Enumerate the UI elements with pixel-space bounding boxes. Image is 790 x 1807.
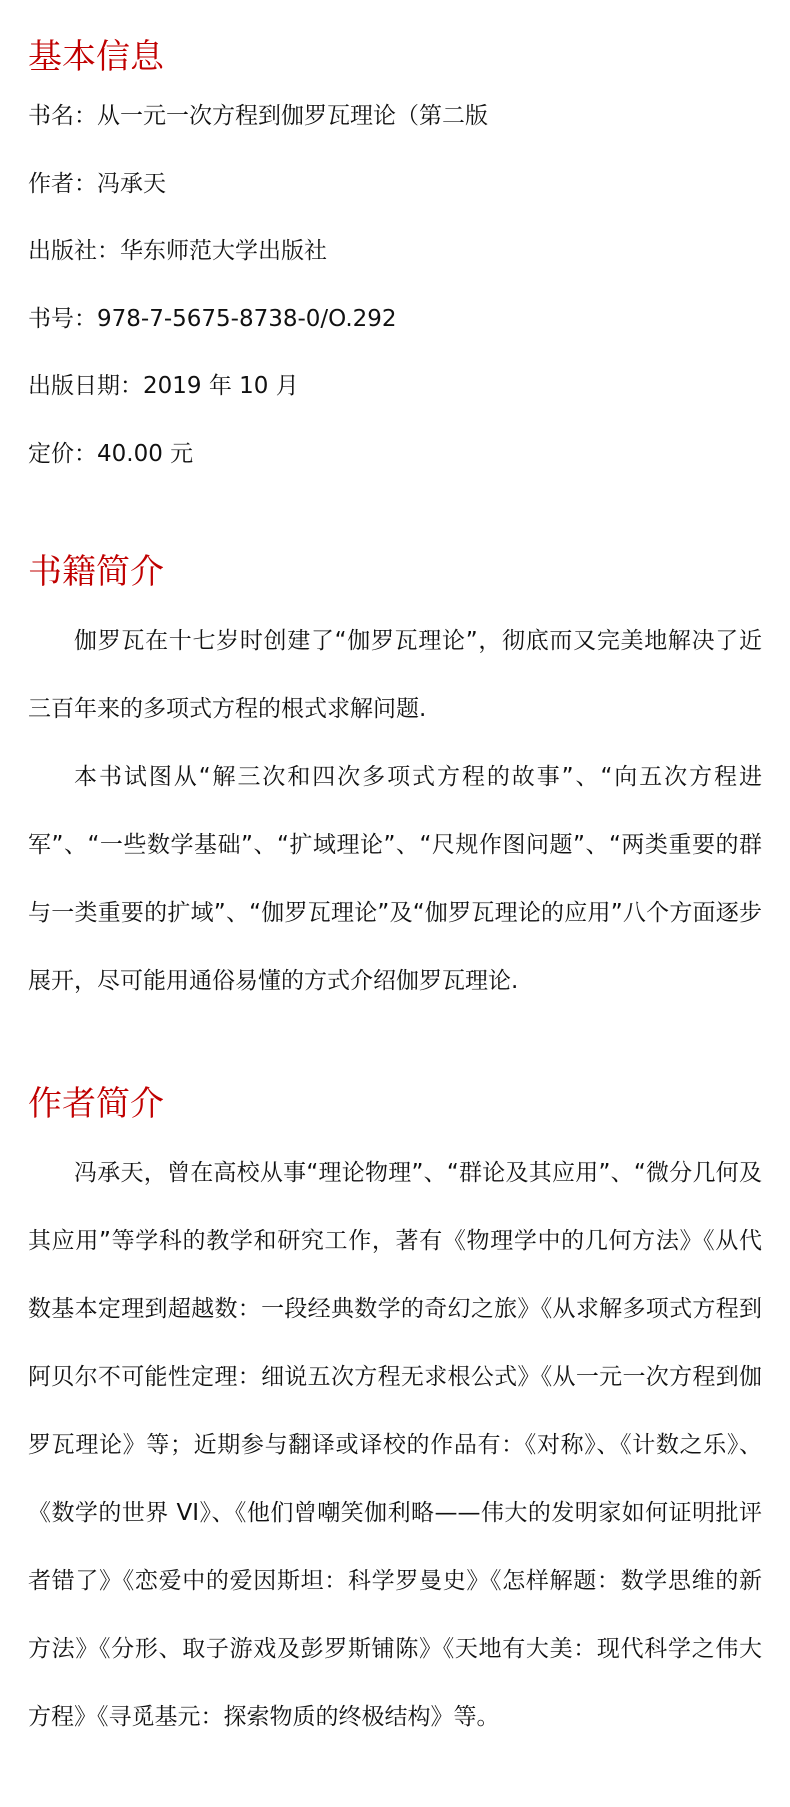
book-intro-paragraph: 伽罗瓦在十七岁时创建了“伽罗瓦理论”，彻底而又完美地解决了近三百年来的多项式方程的根式求解问题. xyxy=(28,627,762,722)
info-item-date: 出版日期：2019 年 10 月 xyxy=(28,373,299,399)
info-item-author: 作者：冯承天 xyxy=(28,170,166,197)
info-item-title: 书名：从一元一次方程到伽罗瓦理论（第二版 xyxy=(28,103,488,129)
info-item-price: 定价：40.00 元 xyxy=(28,440,194,467)
book-intro-paragraph: 本书试图从“解三次和四次多项式方程的故事”、“向五次方程进军”、“一些数学基础”、“扩域理论”、“尺规作图问题”、“两类重要的群与一类重要的扩域”、“伽罗瓦理论”及“伽罗瓦理论的应用”八个方面逐步展开，尽可能用通俗易懂的方式介绍伽罗瓦理论. xyxy=(28,763,762,994)
author-intro-paragraph: 冯承天，曾在高校从事“理论物理”、“群论及其应用”、“微分几何及其应用”等学科的教学和研究工作，著有《物理学中的几何方法》《从代数基本定理到超越数：一段经典数学的奇幻之旅》《从求解多项式方程到阿贝尔不可能性定理：细说五次方程无求根公式》《从一元一次方程到伽罗瓦理论》等；近期参与翻译或译校的作品有：《对称》、《计数之乐》、《数学的世界 VI》、《他们曾嘲笑伽利略——伟大的发明家如何证明批评者错了》《恋爱中的爱因斯坦：科学罗曼史》《怎样解题：数学思维的新方法》《分形、取子游戏及彭罗斯铺陈》《天地有大美：现代科学之伟大方程》《寻觅基元：探索物质的终极结构》等。 xyxy=(28,1159,762,1730)
info-item-publisher: 出版社：华东师范大学出版社 xyxy=(28,238,327,264)
author-intro-body xyxy=(28,1139,762,1751)
section-title-book-intro: 书籍简介 xyxy=(28,551,164,592)
section-title-basic-info: 基本信息 xyxy=(28,37,164,77)
section-title-author-intro: 作者简介 xyxy=(28,1083,164,1124)
book-intro-body xyxy=(28,607,762,1015)
info-item-isbn: 书号：978-7-5675-8738-0/O.292 xyxy=(28,305,397,332)
basic-info-list xyxy=(28,103,762,469)
